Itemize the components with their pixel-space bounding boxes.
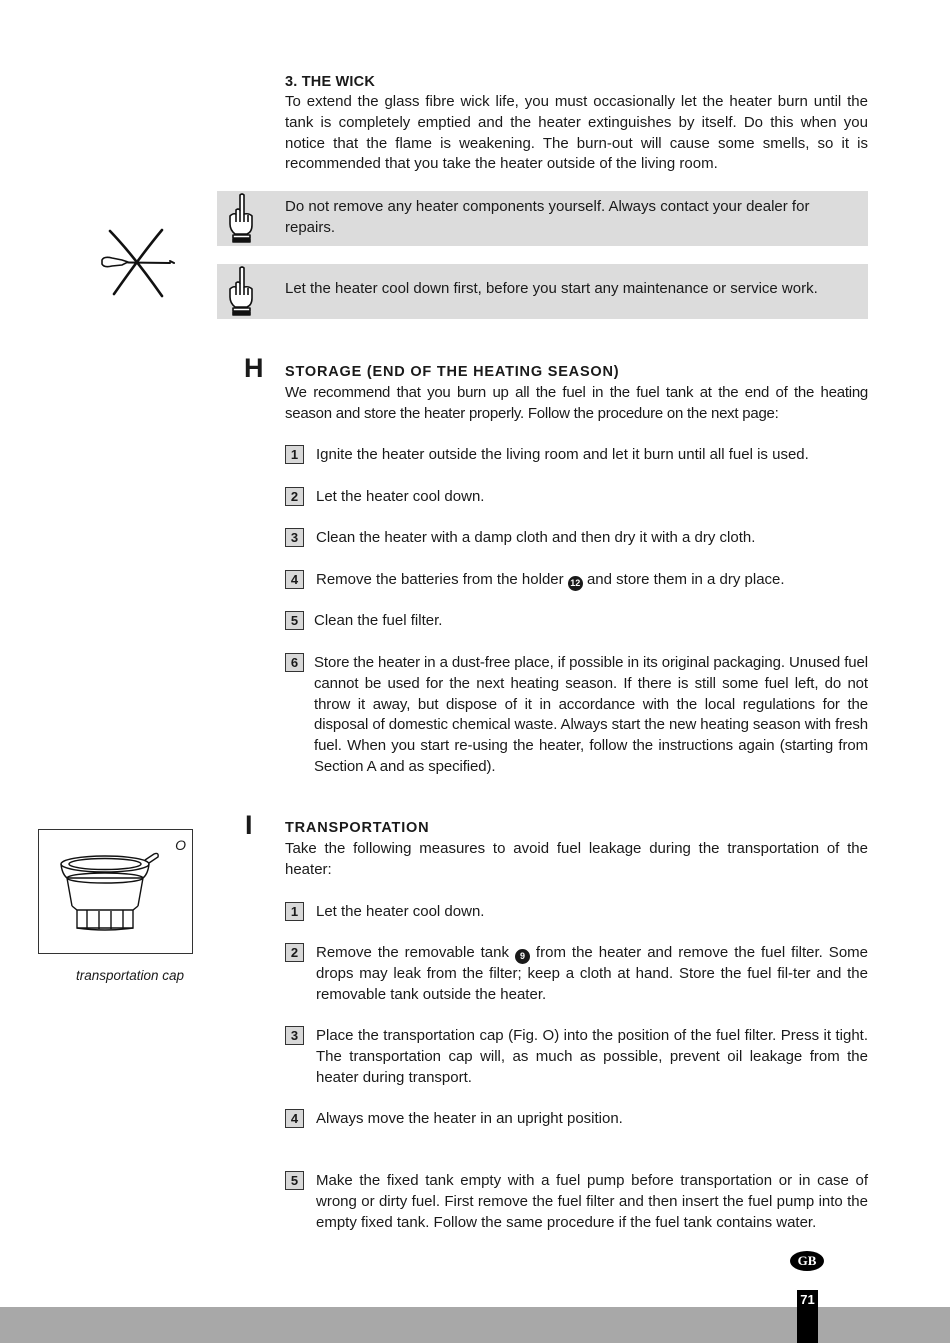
storage-intro: We recommend that you burn up all the fuel in the fuel tank at the end of the heating season and store the heater properly. Follow the procedure on the next page: bbox=[285, 384, 868, 422]
section-letter: H bbox=[244, 353, 264, 383]
pointing-hand-icon bbox=[225, 265, 257, 324]
wick-heading: 3. THE WICK bbox=[285, 74, 376, 90]
figure-caption: transportation cap bbox=[75, 968, 185, 983]
step-text: Ignite the heater outside the living room and let it burn until all fuel is used. bbox=[316, 446, 809, 463]
pointing-hand-icon bbox=[225, 192, 257, 251]
step-text: Let the heater cool down. bbox=[316, 903, 485, 920]
step-number: 4 bbox=[285, 1109, 304, 1128]
step-text: Remove the batteries from the holder 12 and store them in a dry place. bbox=[316, 570, 868, 591]
note-text: Do not remove any heater components yourself. Always contact your dealer for repairs. bbox=[285, 198, 810, 236]
transport-heading: TRANSPORTATION bbox=[285, 820, 430, 836]
step-text: Place the transportation cap (Fig. O) into the position of the fuel filter. Press it tight. The transportation cap will, as much as possible, prevent oil leakage from the heater during transport. bbox=[316, 1027, 868, 1086]
storage-heading: STORAGE (END OF THE HEATING SEASON) bbox=[285, 364, 620, 380]
step-number: 1 bbox=[285, 445, 304, 464]
wick-paragraph: To extend the glass fibre wick life, you must occasionally let the heater burn until the tank is completely emptied and the heater extinguishes by itself. Do this when you notice that the flame is weakening. The burn-out will cause some smells, so it is recommended that you take the heater outside of the living room. bbox=[285, 93, 868, 173]
step-text: Remove the removable tank 9 from the heater and remove the fuel filter. Some drops may leak from the filter; keep a cloth at hand. Store the fuel fil-ter and the removable tank outside the heater. bbox=[316, 944, 868, 1003]
step-number: 6 bbox=[285, 653, 304, 672]
step-number: 5 bbox=[285, 1171, 304, 1190]
step-text: Clean the heater with a damp cloth and then dry it with a dry cloth. bbox=[316, 529, 756, 546]
step-text: Let the heater cool down. bbox=[316, 488, 485, 505]
step-text: Store the heater in a dust-free place, if possible in its original packaging. Unused fuel cannot be used for the next heating season. If there is still some fuel left, do not throw it away, but dispose of it in accordance with the local regulations for the disposal of domestic chemical waste. Always start the new heating season with fresh fuel. When you start re-using the heater, follow the instructions again (starting from Section A and as specified). bbox=[314, 654, 868, 775]
figure-label: O bbox=[175, 837, 186, 853]
transport-intro: Take the following measures to avoid fuel leakage during the transportation of the heater: bbox=[285, 840, 868, 878]
page-number: 71 bbox=[797, 1290, 818, 1343]
step-number: 5 bbox=[285, 611, 304, 630]
step-number: 2 bbox=[285, 487, 304, 506]
step-number: 4 bbox=[285, 570, 304, 589]
step-number: 1 bbox=[285, 902, 304, 921]
language-badge: GB bbox=[790, 1251, 824, 1271]
warning-note bbox=[217, 191, 868, 246]
transportation-cap-figure bbox=[38, 829, 193, 954]
part-reference-badge: 9 bbox=[515, 949, 530, 964]
part-reference-badge: 12 bbox=[568, 576, 583, 591]
no-screwdriver-icon bbox=[98, 226, 178, 298]
step-number: 3 bbox=[285, 1026, 304, 1045]
step-text: Always move the heater in an upright position. bbox=[316, 1110, 623, 1127]
step-number: 2 bbox=[285, 943, 304, 962]
transportation-cap-icon bbox=[57, 848, 167, 946]
step-text: Make the fixed tank empty with a fuel pump before transportation or in case of wrong or dirty fuel. First remove the fuel filter and then insert the fuel pump into the empty fixed tank. Follow the same procedure if the fuel tank contains water. bbox=[316, 1172, 868, 1231]
warning-note bbox=[217, 264, 868, 319]
note-text: Let the heater cool down first, before you start any maintenance or service work. bbox=[285, 280, 818, 297]
step-text: Clean the fuel filter. bbox=[314, 612, 443, 629]
step-number: 3 bbox=[285, 528, 304, 547]
section-letter: I bbox=[245, 810, 253, 840]
